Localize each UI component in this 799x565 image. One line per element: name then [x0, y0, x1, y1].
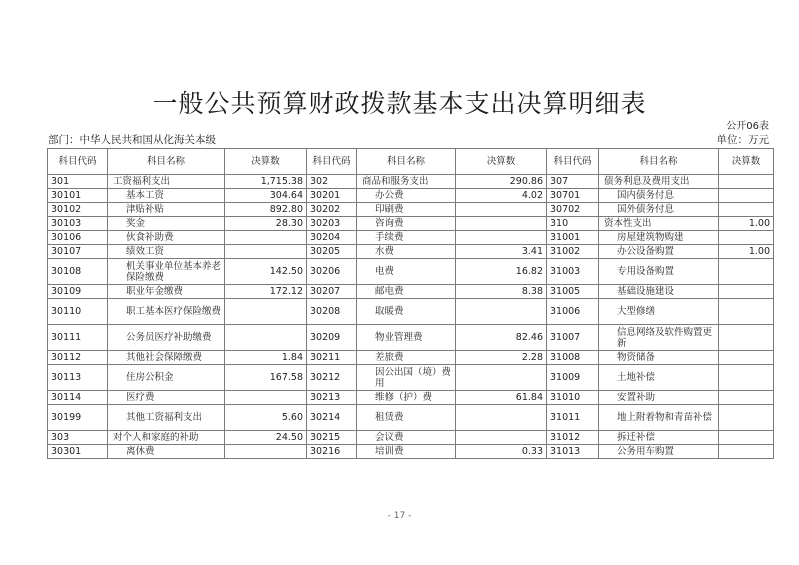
amount-value: [456, 431, 547, 445]
subject-name: 办公设备购置: [599, 245, 719, 259]
amount-value: 8.38: [456, 285, 547, 299]
subject-code: 30113: [48, 365, 108, 391]
amount-value: [719, 325, 774, 351]
column-header: 科目代码: [547, 149, 599, 175]
subject-name: 水费: [357, 245, 456, 259]
amount-value: [225, 391, 307, 405]
amount-value: [719, 431, 774, 445]
table-row: [48, 175, 774, 189]
column-header: 决算数: [225, 149, 307, 175]
column-header: 科目名称: [599, 149, 719, 175]
subject-code: 30205: [307, 245, 357, 259]
amount-value: [719, 175, 774, 189]
subject-name: 土地补偿: [599, 365, 719, 391]
subject-code: 301: [48, 175, 108, 189]
subject-code: 30107: [48, 245, 108, 259]
subject-code: 31001: [547, 231, 599, 245]
amount-value: 1.00: [719, 245, 774, 259]
amount-value: 1,715.38: [225, 175, 307, 189]
column-header: 科目代码: [48, 149, 108, 175]
amount-value: [719, 285, 774, 299]
subject-name: 绩效工资: [108, 245, 225, 259]
page-title: 一般公共预算财政拨款基本支出决算明细表: [152, 89, 647, 118]
subject-code: 303: [48, 431, 108, 445]
subject-name: 奖金: [108, 217, 225, 231]
table-row: [48, 259, 774, 285]
subject-name: 机关事业单位基本养老保险缴费: [108, 259, 225, 285]
subject-name: 培训费: [357, 445, 456, 459]
table-row: [48, 351, 774, 365]
amount-value: [225, 231, 307, 245]
table-row: [48, 325, 774, 351]
subject-code: 30207: [307, 285, 357, 299]
amount-value: 61.84: [456, 391, 547, 405]
amount-value: [719, 445, 774, 459]
subject-name: 咨询费: [357, 217, 456, 231]
subject-code: 30214: [307, 405, 357, 431]
table-row: [48, 245, 774, 259]
amount-value: [225, 245, 307, 259]
subject-code: 30206: [307, 259, 357, 285]
subject-name: 国内债务付息: [599, 189, 719, 203]
column-header: 科目代码: [307, 149, 357, 175]
table-row: [48, 203, 774, 217]
subject-code: 30204: [307, 231, 357, 245]
table-row: [48, 217, 774, 231]
subject-name: 安置补助: [599, 391, 719, 405]
amount-value: [456, 405, 547, 431]
subject-code: 31012: [547, 431, 599, 445]
amount-value: 16.82: [456, 259, 547, 285]
expenditure-table: [47, 148, 774, 459]
amount-value: [456, 299, 547, 325]
column-header: 科目名称: [108, 149, 225, 175]
amount-value: [225, 325, 307, 351]
amount-value: 1.84: [225, 351, 307, 365]
table-row: [48, 285, 774, 299]
subject-name: 电费: [357, 259, 456, 285]
subject-code: 30215: [307, 431, 357, 445]
subject-name: 职业年金缴费: [108, 285, 225, 299]
amount-value: [719, 365, 774, 391]
subject-code: 30701: [547, 189, 599, 203]
amount-value: [225, 299, 307, 325]
subject-name: 职工基本医疗保险缴费: [108, 299, 225, 325]
subject-name: 拆迁补偿: [599, 431, 719, 445]
amount-value: [719, 203, 774, 217]
subject-name: 专用设备购置: [599, 259, 719, 285]
amount-value: 82.46: [456, 325, 547, 351]
column-header: 科目名称: [357, 149, 456, 175]
subject-name: 津贴补贴: [108, 203, 225, 217]
department-label: 部门：中华人民共和国从化海关本级: [48, 134, 216, 146]
subject-name: 租赁费: [357, 405, 456, 431]
subject-code: 31008: [547, 351, 599, 365]
subject-name: 信息网络及软件购置更新: [599, 325, 719, 351]
amount-value: 0.33: [456, 445, 547, 459]
subject-code: 30202: [307, 203, 357, 217]
column-header: 决算数: [719, 149, 774, 175]
subject-name: 手续费: [357, 231, 456, 245]
subject-code: 30216: [307, 445, 357, 459]
amount-value: [456, 231, 547, 245]
amount-value: [456, 217, 547, 231]
subject-code: 31013: [547, 445, 599, 459]
subject-code: 30101: [48, 189, 108, 203]
subject-name: 物资储备: [599, 351, 719, 365]
subject-code: 31002: [547, 245, 599, 259]
amount-value: 4.02: [456, 189, 547, 203]
subject-name: 因公出国（境）费用: [357, 365, 456, 391]
table-row: [48, 231, 774, 245]
subject-code: 30103: [48, 217, 108, 231]
subject-code: 31005: [547, 285, 599, 299]
subject-name: 离休费: [108, 445, 225, 459]
subject-name: 其他社会保障缴费: [108, 351, 225, 365]
subject-code: 30211: [307, 351, 357, 365]
amount-value: [719, 391, 774, 405]
subject-name: 办公费: [357, 189, 456, 203]
subject-code: 30301: [48, 445, 108, 459]
subject-code: 31003: [547, 259, 599, 285]
table-row: [48, 405, 774, 431]
subject-code: 31011: [547, 405, 599, 431]
subject-name: 印刷费: [357, 203, 456, 217]
form-number: 公开06表: [726, 121, 769, 132]
subject-name: 资本性支出: [599, 217, 719, 231]
subject-code: 30112: [48, 351, 108, 365]
table-row: [48, 445, 774, 459]
subject-name: 住房公积金: [108, 365, 225, 391]
subject-name: 房屋建筑物购建: [599, 231, 719, 245]
amount-value: [719, 189, 774, 203]
subject-code: 31010: [547, 391, 599, 405]
amount-value: 3.41: [456, 245, 547, 259]
amount-value: 172.12: [225, 285, 307, 299]
subject-name: 差旅费: [357, 351, 456, 365]
subject-name: 国外债务付息: [599, 203, 719, 217]
amount-value: [719, 259, 774, 285]
amount-value: 142.50: [225, 259, 307, 285]
amount-value: 24.50: [225, 431, 307, 445]
subject-code: 310: [547, 217, 599, 231]
amount-value: 304.64: [225, 189, 307, 203]
subject-name: 基础设施建设: [599, 285, 719, 299]
subject-name: 工资福利支出: [108, 175, 225, 189]
subject-name: 债务利息及费用支出: [599, 175, 719, 189]
page-number: - 17 -: [387, 511, 412, 521]
amount-value: 892.80: [225, 203, 307, 217]
subject-code: 30199: [48, 405, 108, 431]
table-row: [48, 299, 774, 325]
subject-code: 30114: [48, 391, 108, 405]
table-header-row: [48, 149, 774, 175]
subject-code: 30209: [307, 325, 357, 351]
subject-code: 31007: [547, 325, 599, 351]
amount-value: 167.58: [225, 365, 307, 391]
subject-name: 其他工资福利支出: [108, 405, 225, 431]
amount-value: [456, 203, 547, 217]
subject-code: 30208: [307, 299, 357, 325]
amount-value: 28.30: [225, 217, 307, 231]
subject-name: 商品和服务支出: [357, 175, 456, 189]
subject-name: 地上附着物和青苗补偿: [599, 405, 719, 431]
amount-value: [719, 351, 774, 365]
column-header: 决算数: [456, 149, 547, 175]
subject-code: 30213: [307, 391, 357, 405]
table-row: [48, 189, 774, 203]
subject-code: 307: [547, 175, 599, 189]
subject-code: 31006: [547, 299, 599, 325]
amount-value: [719, 231, 774, 245]
table-row: [48, 431, 774, 445]
subject-code: 30110: [48, 299, 108, 325]
subject-name: 物业管理费: [357, 325, 456, 351]
subject-name: 会议费: [357, 431, 456, 445]
table-row: [48, 391, 774, 405]
amount-value: [456, 365, 547, 391]
subject-code: 30102: [48, 203, 108, 217]
subject-code: 31009: [547, 365, 599, 391]
amount-value: 2.28: [456, 351, 547, 365]
subject-name: 医疗费: [108, 391, 225, 405]
amount-value: 1.00: [719, 217, 774, 231]
unit-label: 单位：万元: [716, 134, 769, 146]
subject-code: 30203: [307, 217, 357, 231]
subject-code: 30106: [48, 231, 108, 245]
subject-name: 对个人和家庭的补助: [108, 431, 225, 445]
amount-value: [719, 405, 774, 431]
subject-name: 取暖费: [357, 299, 456, 325]
subject-name: 公务员医疗补助缴费: [108, 325, 225, 351]
amount-value: 5.60: [225, 405, 307, 431]
subject-name: 邮电费: [357, 285, 456, 299]
subject-code: 30108: [48, 259, 108, 285]
subject-name: 伙食补助费: [108, 231, 225, 245]
subject-name: 基本工资: [108, 189, 225, 203]
subject-name: 大型修缮: [599, 299, 719, 325]
amount-value: 290.86: [456, 175, 547, 189]
subject-name: 公务用车购置: [599, 445, 719, 459]
subject-code: 30702: [547, 203, 599, 217]
subject-name: 维修（护）费: [357, 391, 456, 405]
table-row: [48, 365, 774, 391]
subject-code: 30201: [307, 189, 357, 203]
subject-code: 30109: [48, 285, 108, 299]
amount-value: [719, 299, 774, 325]
amount-value: [225, 445, 307, 459]
subject-code: 302: [307, 175, 357, 189]
subject-code: 30212: [307, 365, 357, 391]
subject-code: 30111: [48, 325, 108, 351]
